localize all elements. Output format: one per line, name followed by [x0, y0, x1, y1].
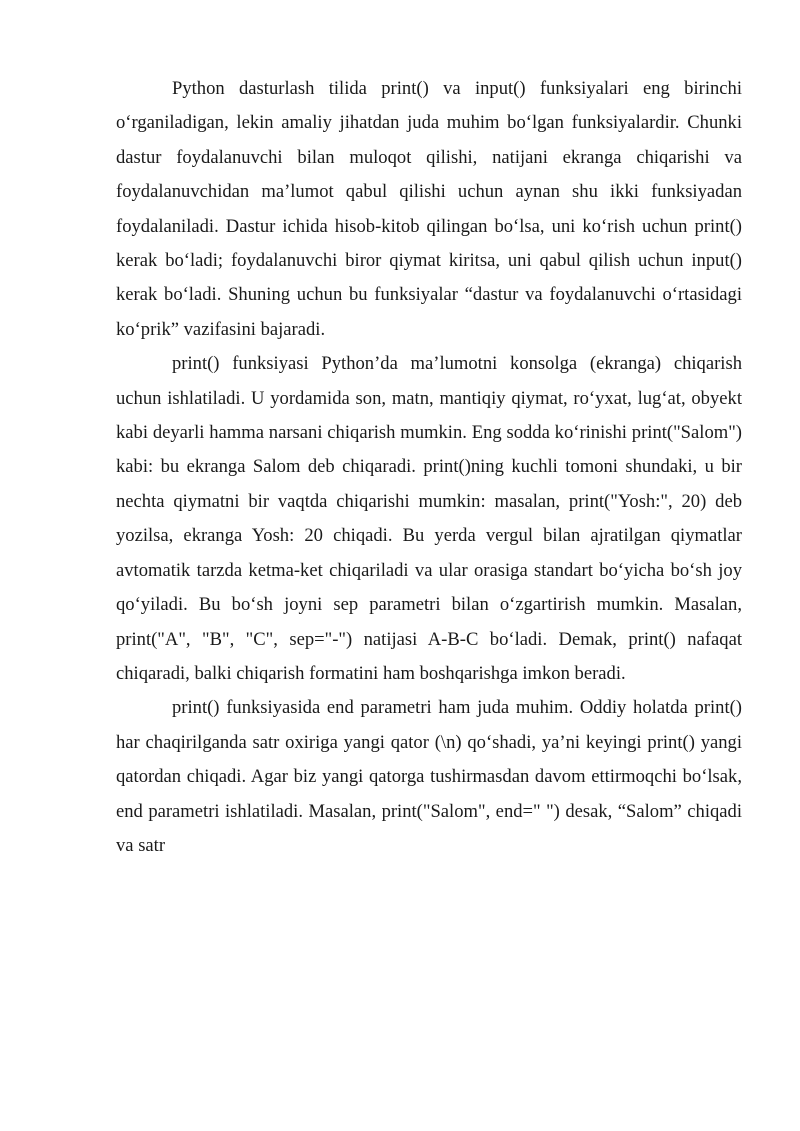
paragraph-end-parameter: print() funksiyasida end parametri ham juda muhim. Oddiy holatda print() har chaqirilganda satr oxiriga yangi qator (\n) qoʻshadi, yaʼni keyingi print() yangi qatordan chiqadi. Agar biz yangi qatorga tushirmasdan davom ettirmoqchi boʻlsak, end parametri ishlatiladi. Masalan, print("Salom", end=" ") desak, “Salom” chiqadi va satr	[116, 697, 742, 856]
paragraph-intro: Python dasturlash tilida print() va input() funksiyalari eng birinchi oʻrganiladigan, lekin amaliy jihatdan juda muhim boʻlgan funksiyalardir. Chunki dastur foydalanuvchi bilan muloqot qilishi, natijani ekranga chiqarishi va foydalanuvchidan maʼlumot qabul qilishi uchun aynan shu ikki funksiyadan foydalaniladi. Dastur ichida hisob-kitob qilingan boʻlsa, uni koʻrish uchun print() kerak boʻladi; foydalanuvchi biror qiymat kiritsa, uni qabul qilish uchun input() kerak boʻladi. Shuning uchun bu funksiyalar “dastur va foydalanuvchi oʻrtasidagi koʻprik” vazifasini bajaradi.	[116, 78, 742, 340]
document-page	[116, 72, 742, 863]
paragraph-print-function: print() funksiyasi Python’da maʼlumotni konsolga (ekranga) chiqarish uchun ishlatiladi. U yordamida son, matn, mantiqiy qiymat, roʻyxat, lugʻat, obyekt kabi deyarli hamma narsani chiqarish mumkin. Eng sodda koʻrinishi print("Salom") kabi: bu ekranga Salom deb chiqaradi. print()ning kuchli tomoni shundaki, u bir nechta qiymatni bir vaqtda chiqarishi mumkin: masalan, print("Yosh:", 20) deb yozilsa, ekranga Yosh: 20 chiqadi. Bu yerda vergul bilan ajratilgan qiymatlar avtomatik tarzda ketma-ket chiqariladi va ular orasiga standart boʻyicha boʻsh joy qoʻyiladi. Bu boʻsh joyni sep parametri bilan oʻzgartirish mumkin. Masalan, print("A", "B", "C", sep="-") natijasi A-B-C boʻladi. Demak, print() nafaqat chiqaradi, balki chiqarish formatini ham boshqarishga imkon beradi.	[116, 353, 742, 684]
